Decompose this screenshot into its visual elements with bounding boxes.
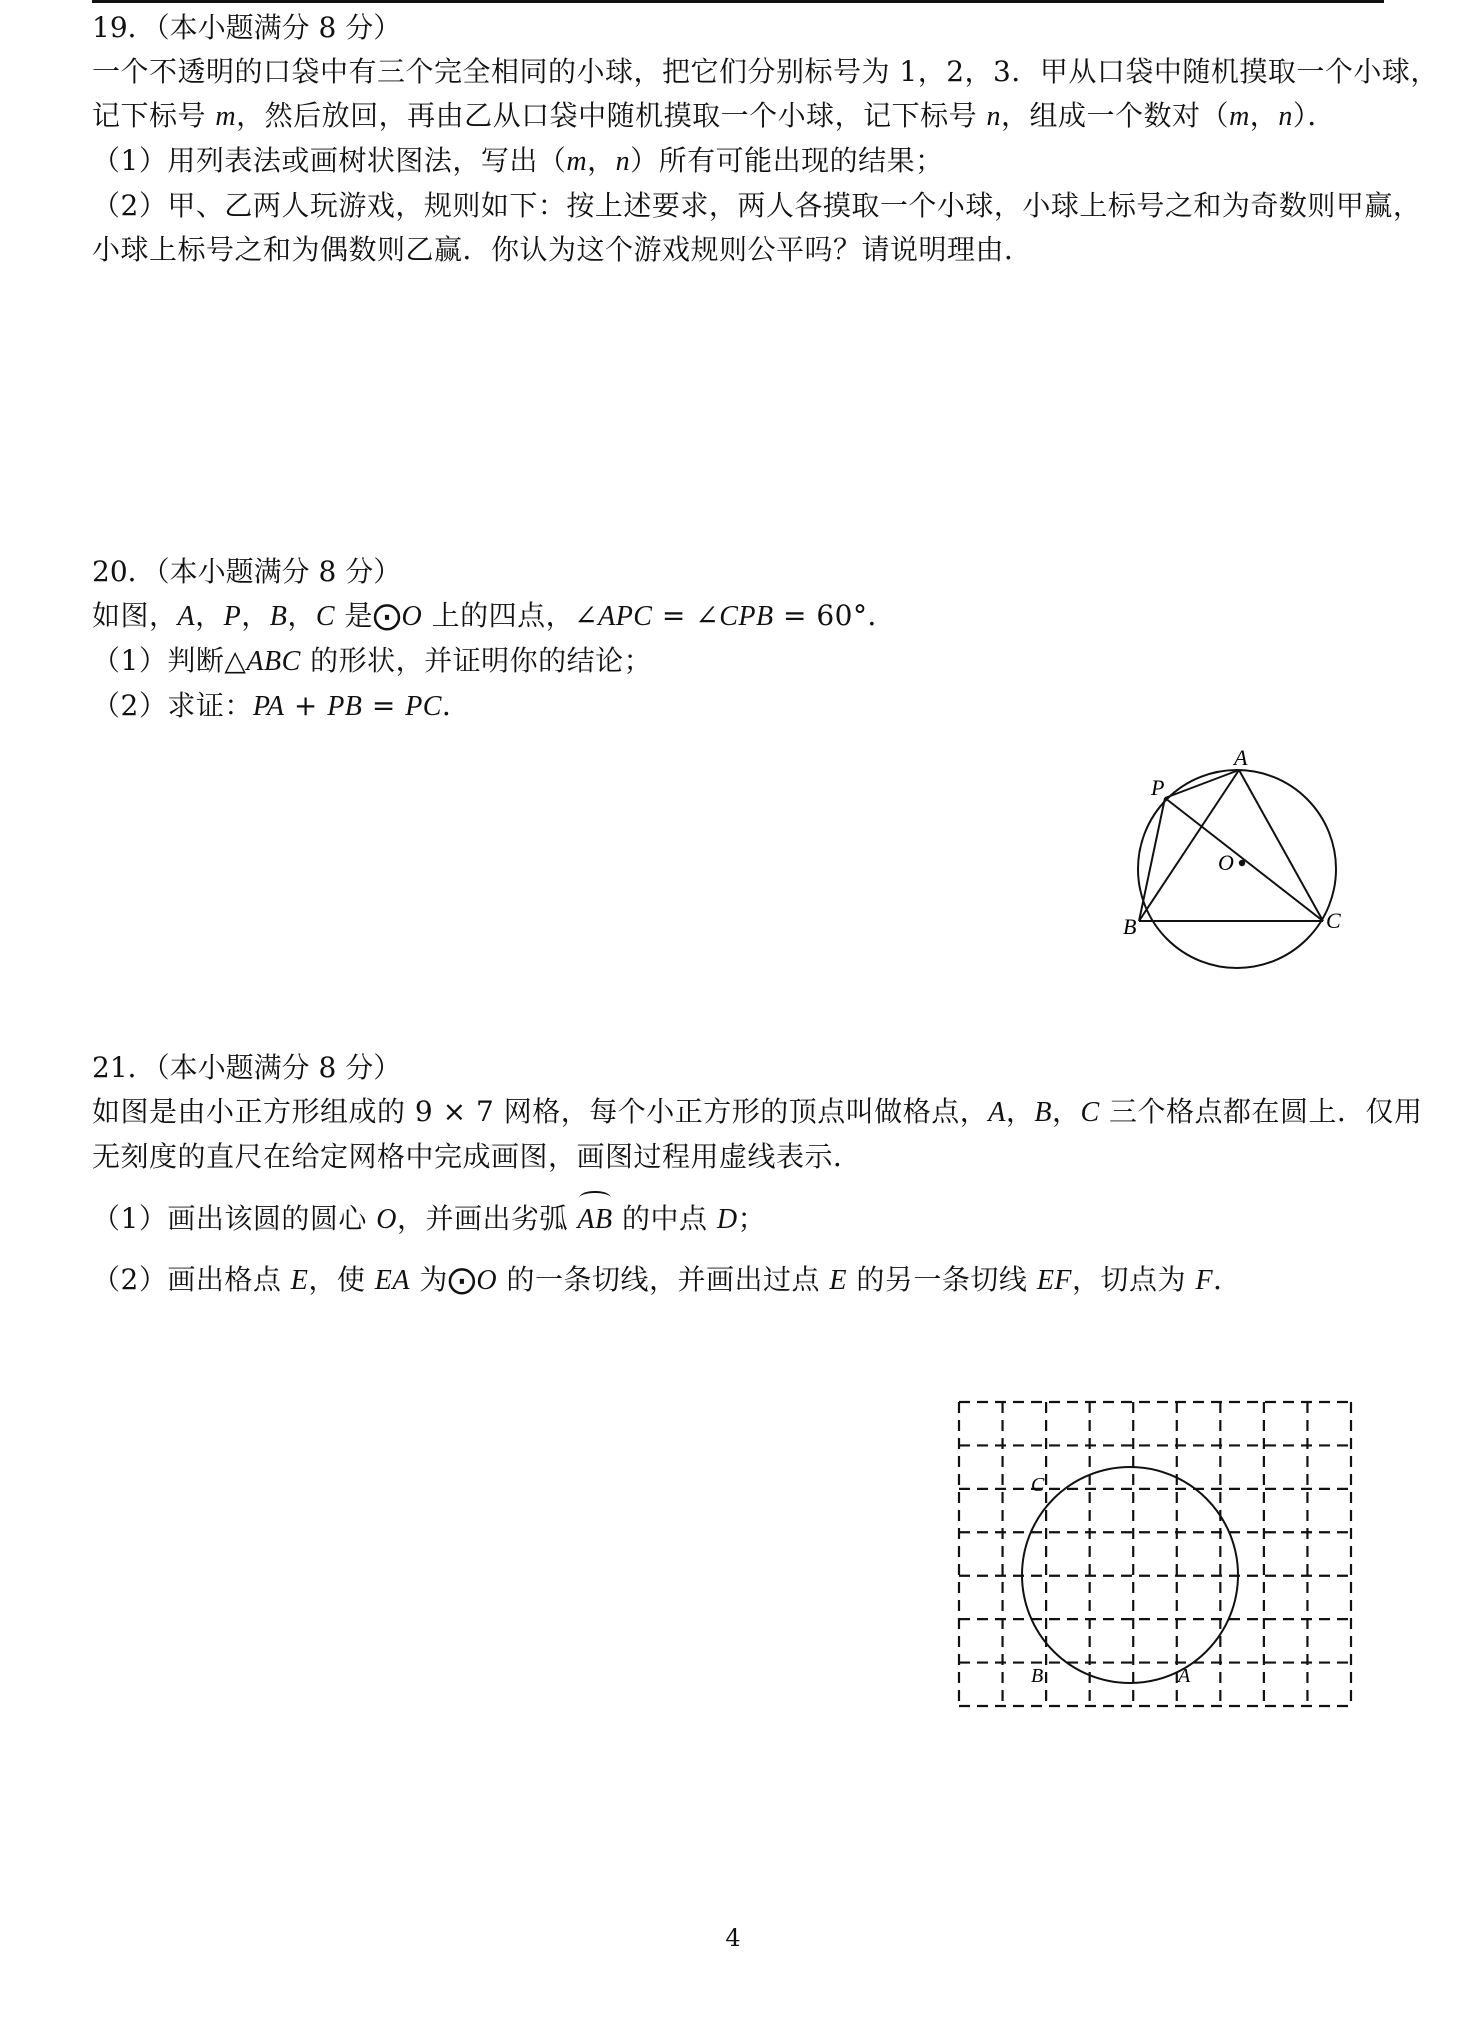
q20-part-1: （1）判断△ABC 的形状，并证明你的结论；: [92, 644, 653, 677]
segment-pa: [1165, 770, 1239, 798]
q20-stem: 如图，A，P，B，C 是⨀O 上的四点，∠APC = ∠CPB = 60°．: [92, 599, 897, 632]
label-b: B: [1123, 914, 1137, 939]
dashed-grid: [959, 1402, 1351, 1706]
q21-part-2: （2）画出格点 E，使 EA 为⨀O 的一条切线，并画出过点 E 的另一条切线 EF，切点为 F．: [92, 1263, 1242, 1296]
q21-stem-line-2: 无刻度的直尺在给定网格中完成画图，画图过程用虚线表示．: [92, 1140, 862, 1173]
q20-part-2: （2）求证：PA + PB = PC．: [92, 689, 471, 722]
q20-circle-figure: [1120, 745, 1360, 980]
q21-heading: 21．（本小题满分 8 分）: [92, 1051, 402, 1084]
center-dot: [1239, 860, 1245, 866]
arc-ab-symbol: AB: [577, 1197, 612, 1242]
label-o: O: [1218, 850, 1234, 875]
q19-heading: 19．（本小题满分 8 分）: [92, 11, 402, 44]
q19-part-2-line-2: 小球上标号之和为偶数则乙赢．你认为这个游戏规则公平吗？请说明理由．: [92, 233, 1033, 266]
label-a: A: [1234, 745, 1248, 770]
segment-ca: [1239, 770, 1323, 921]
q19-stem-line-2: 记下标号 m，然后放回，再由乙从口袋中随机摸取一个小球，记下标号 n，组成一个数对（m，n）．: [92, 99, 1336, 132]
q19-part-2-line-1: （2）甲、乙两人玩游戏，规则如下：按上述要求，两人各摸取一个小球，小球上标号之和为奇数则甲赢，: [92, 189, 1422, 222]
question-20: [92, 550, 1392, 729]
question-19: [92, 6, 1439, 272]
label-b: B: [1031, 1665, 1044, 1687]
q19-stem-line-1: 一个不透明的口袋中有三个完全相同的小球，把它们分别标号为 1，2，3．甲从口袋中随机摸取一个小球，: [92, 55, 1439, 88]
label-p: P: [1151, 775, 1165, 800]
q21-stem-line-1: 如图是由小正方形组成的 9 × 7 网格，每个小正方形的顶点叫做格点，A，B，C 三个格点都在圆上．仅用: [92, 1095, 1423, 1128]
q20-heading: 20．（本小题满分 8 分）: [92, 555, 402, 588]
question-21: [92, 1046, 1423, 1303]
segment-pc: [1165, 798, 1323, 921]
q21-grid-figure: [955, 1398, 1360, 1718]
page-number: 4: [725, 1924, 741, 1952]
label-c: C: [1326, 908, 1341, 933]
header-rule: [92, 0, 1384, 3]
q21-part-1: （1）画出该圆的圆心 O，并画出劣弧 AB 的中点 D；: [92, 1197, 1392, 1242]
label-a: A: [1178, 1665, 1191, 1687]
q19-part-1: （1）用列表法或画树状图法，写出（m，n）所有可能出现的结果；: [92, 144, 944, 177]
label-c: C: [1031, 1474, 1045, 1496]
